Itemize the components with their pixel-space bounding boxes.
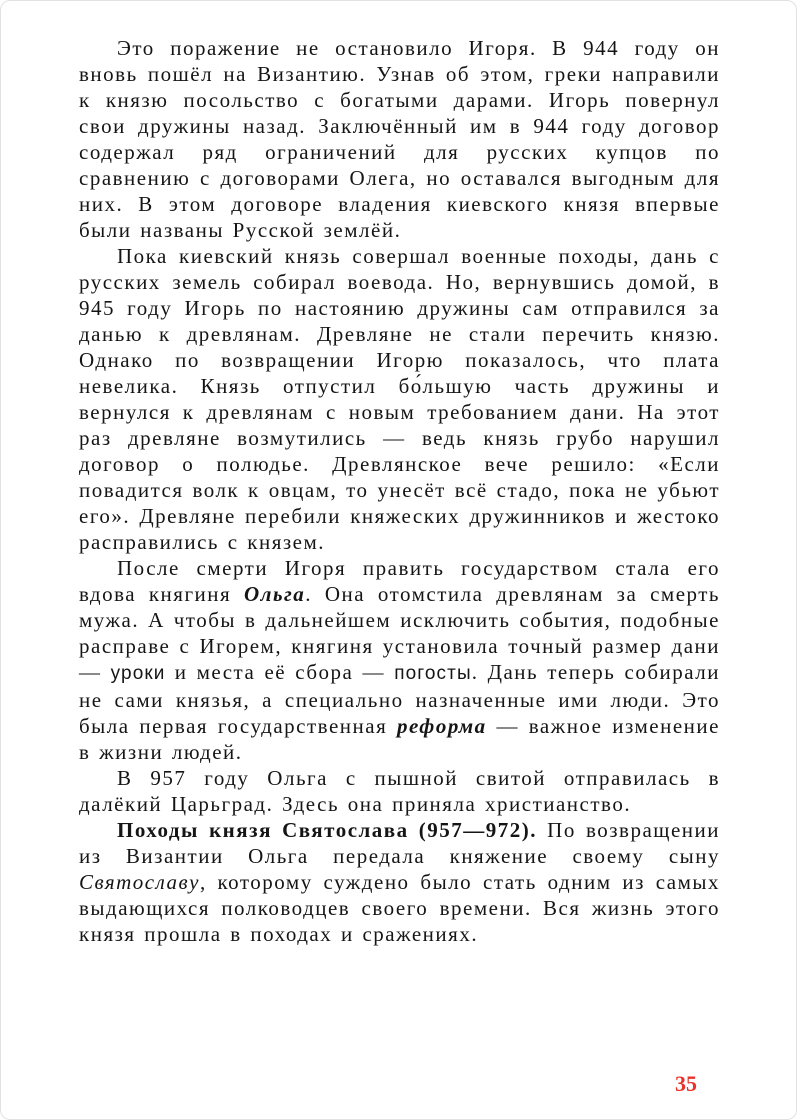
paragraph: [79, 765, 720, 817]
text-run: Пока киевский князь совершал военные походы, дань с русских земель собирал воевода. Но, вернувшись домой, в 945 году Игорь по настоянию дружины сам отправился за данью к древлянам. Древляне не стали перечить князю. Однако по возвращении Игорю показалось, что плата невелика. Князь отпустил бо́льшую часть дружины и вернулся к древлянам с новым требованием дани. На этот раз древляне возмутились — ведь князь грубо нарушил договор о полюдье. Древлянское вече решило: «Если повадится волк к овцам, то унесёт всё стадо, пока не убьют его». Древляне перебили княжеских дружинников и жестоко расправились с князем.: [79, 244, 720, 554]
page-number: 35: [675, 1071, 697, 1096]
text-run: реформа: [397, 714, 487, 738]
text-run: уроки: [110, 663, 166, 684]
text-run: Святославу: [79, 870, 200, 894]
text-run: После смерти Игоря править государством стала его вдова княгиня: [79, 556, 720, 606]
text-run: В 957 году Ольга с пышной свитой отправилась в далёкий Царьград. Здесь она приняла христианство.: [79, 766, 720, 816]
text-run: погосты: [394, 663, 472, 684]
text-run: . Дань теперь собирали не сами князья, а специально назначенные ими люди. Это была первая государственная: [79, 660, 721, 738]
text-run: . Она отомстила древлянам за смерть мужа. А чтобы в дальнейшем исключить события, подобные расправе с Игорем, княгиня установила точный размер дани —: [79, 582, 720, 684]
text-run: — важное изменение в жизни людей.: [79, 714, 720, 764]
text-run: Ольга: [244, 582, 306, 606]
text-run: Это поражение не остановило Игоря. В 944 году он вновь пошёл на Византию. Узнав об этом, греки направили к князю посольство с богатыми дарами. Игорь повернул свои дружины назад. Заключённый им в 944 году договор содержал ряд ограничений для русских купцов по сравнению с договорами Олега, но оставался выгодным для них. В этом договоре владения киевского князя впервые были названы Русской землёй.: [79, 36, 720, 242]
text-run: и места её сбора —: [165, 660, 395, 684]
text-run: Походы князя Святослава (957—972).: [117, 818, 538, 842]
text-column: [79, 35, 720, 947]
text-run: По возвращении из Византии Ольга передала княжение своему сыну: [79, 818, 720, 868]
paragraph: [79, 35, 720, 243]
paragraph: [79, 555, 720, 765]
paragraph: [79, 243, 720, 555]
paragraph: [79, 817, 720, 947]
text-run: , которому суждено было стать одним из самых выдающихся полководцев своего времени. Вся жизнь этого князя прошла в походах и сражениях.: [79, 870, 720, 946]
